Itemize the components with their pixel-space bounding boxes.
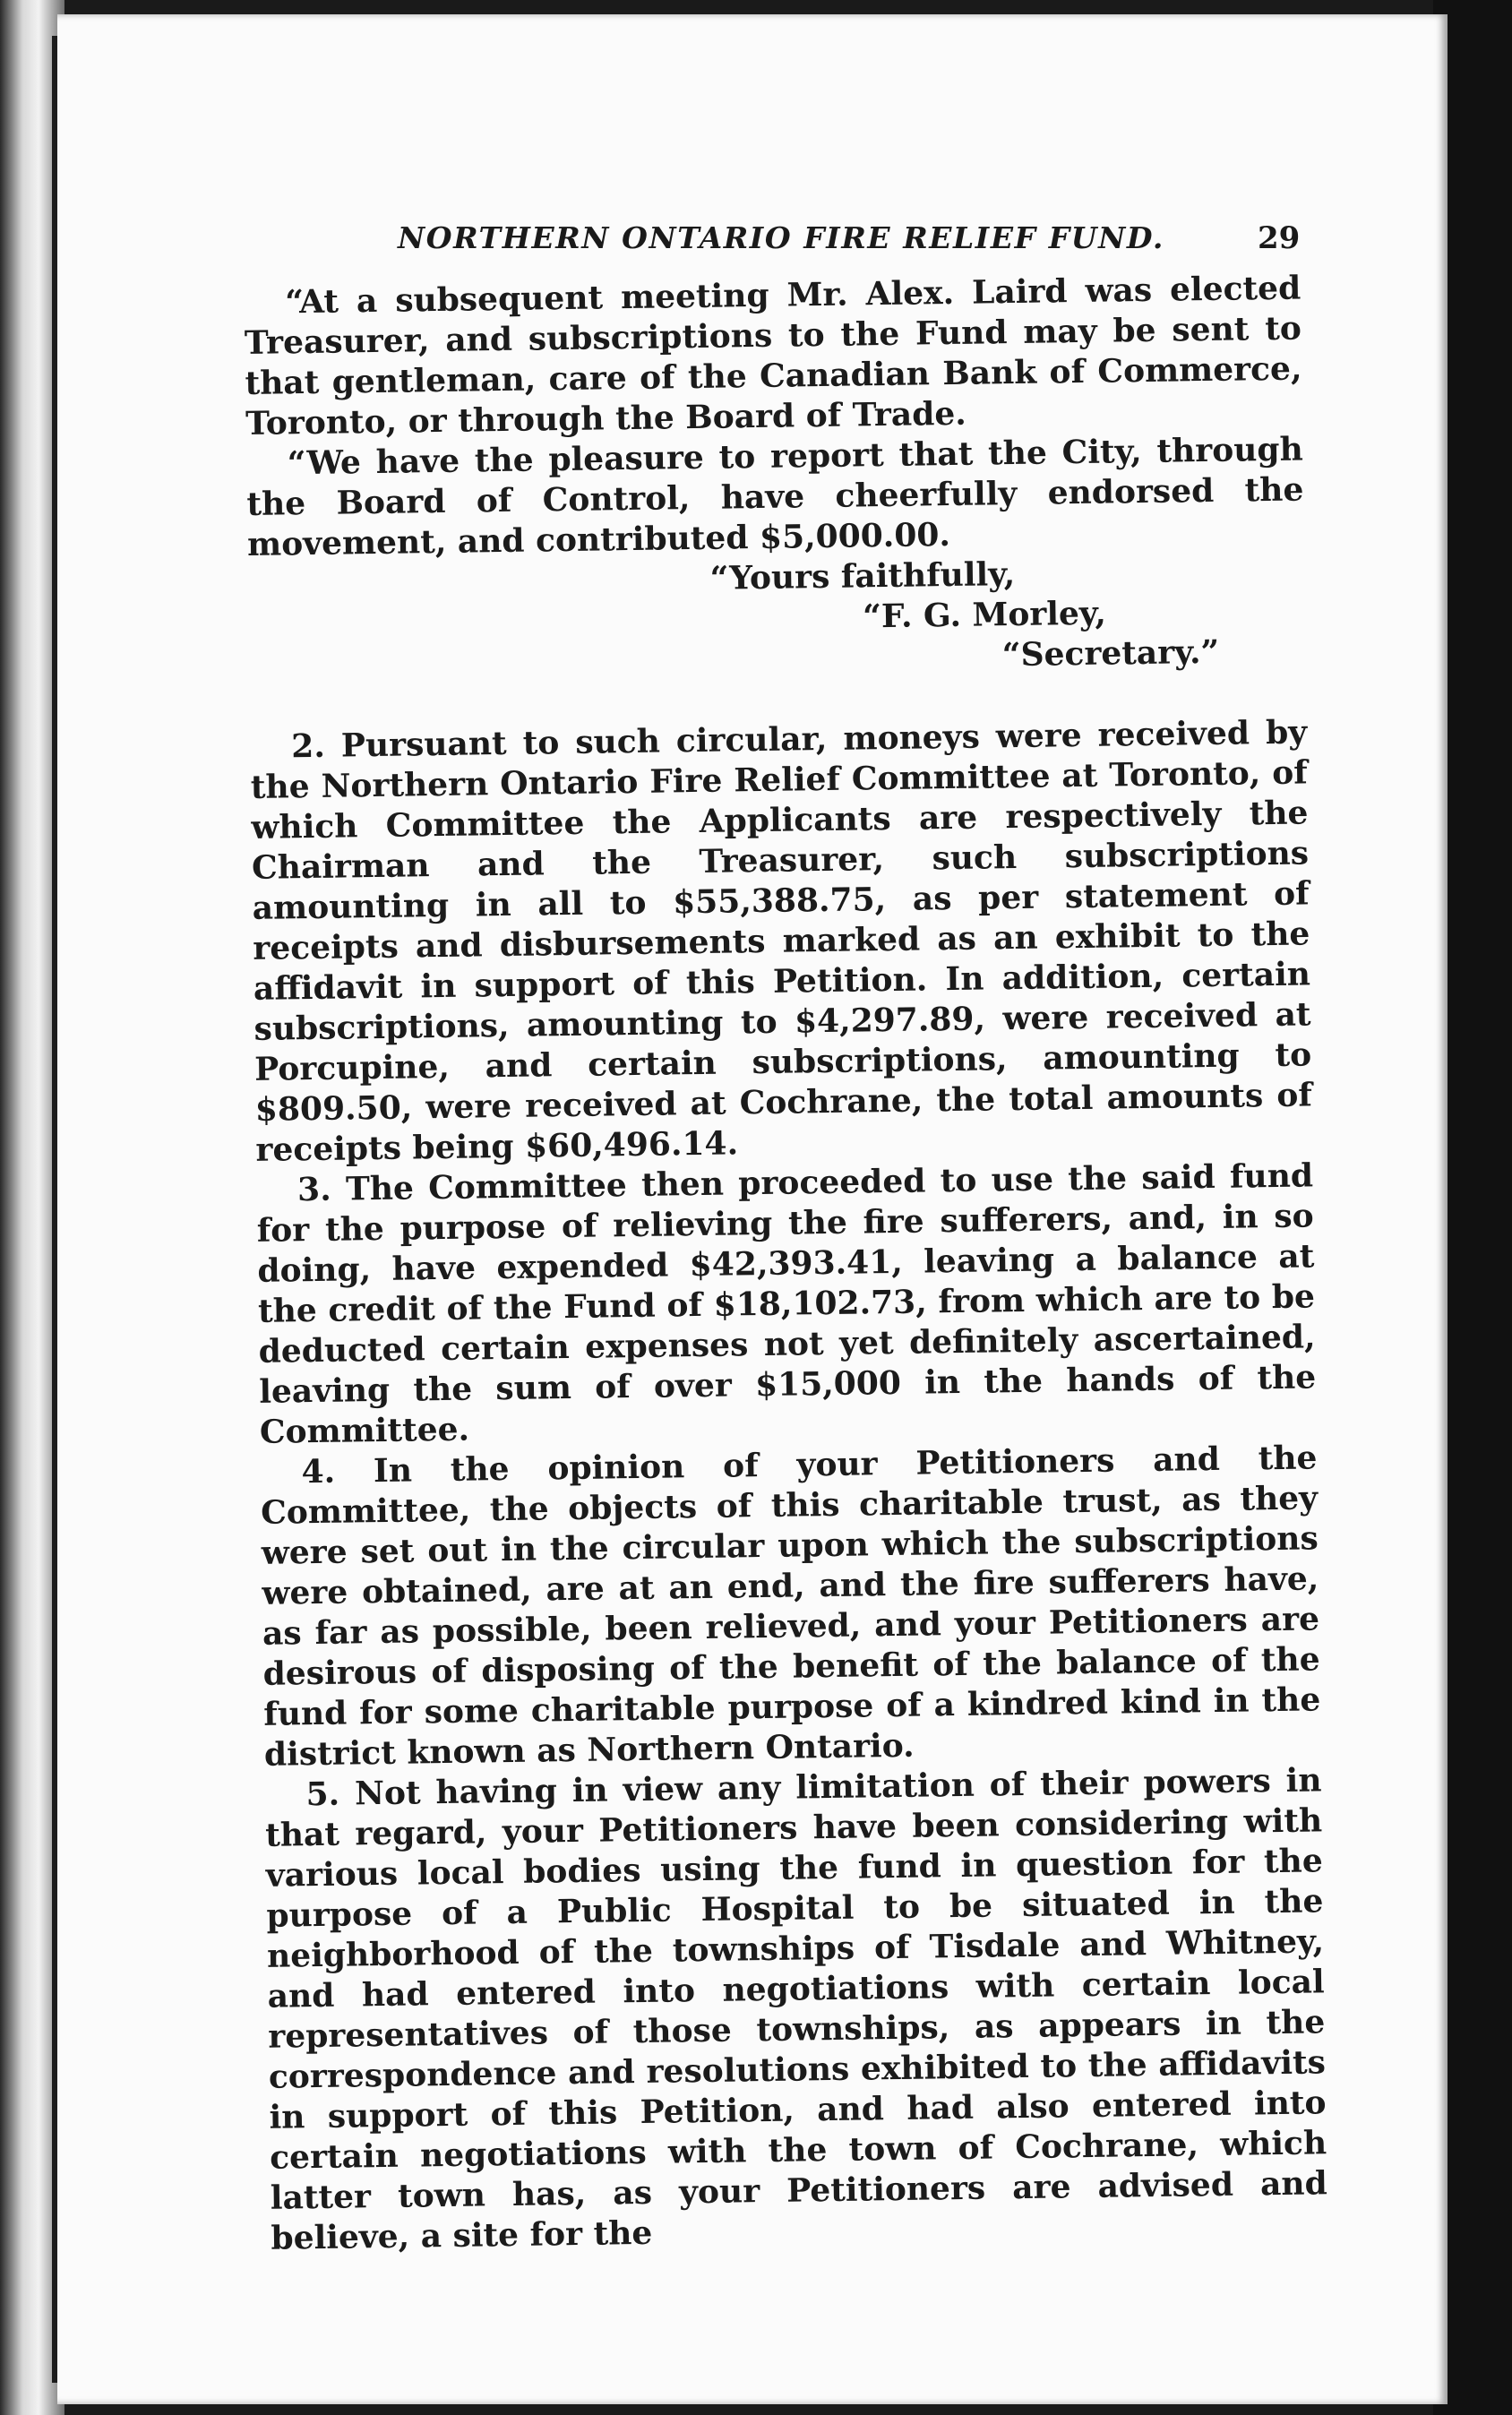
book-page [57,14,1448,2404]
page-number: 29 [1258,220,1301,256]
letter-paragraph: “At a subsequent meeting Mr. Alex. Laird was elected Treasurer, and subscriptions to the Fund may be sent to that gentleman, care of the Canadian Bank of Commerce, Toronto, or through the Board of Trade. [244,269,1302,443]
letter-signatory-title: “Secretary.” [1001,632,1220,675]
petition-paragraph-4: 4. In the opinion of your Petitioners and the Committee, the objects of this charitable trust, as they were set out in the circular upon which the subscriptions were obtained, are at an end, and the fire sufferers have, as far as possible, been relieved, and your Petitioners are desirous of disposing of the benefit of the balance of the fund for some charitable purpose of a kindred kind in the district known as Northern Ontario. [260,1439,1321,1774]
letter-paragraph: “We have the pleasure to report that the City, through the Board of Control, have cheerfully endorsed the movement, and contributed $5,000.00. [246,430,1304,563]
letter-signatory: “F. G. Morley, [862,594,1107,636]
petition-paragraph-2: 2. Pursuant to such circular, moneys were received by the Northern Ontario Fire Relief Committee at Toronto, of which Committee the Applicants are respectively the Chairman and the Treasurer, such subscriptions amounting in all to $55,388.75, as per statement of receipts and disbursements marked as an exhibit to the affidavit in support of this Petition. In addition, certain subscriptions, amounting to $4,297.89, were received at Porcupine, and certain subscriptions, amounting to $809.50, were received at Cochrane, the total amounts of receipts being $60,496.14. [250,713,1313,1169]
petition-paragraph-3: 3. The Committee then proceeded to use the said fund for the purpose of relieving the fire sufferers, and, in so doing, have expended $42,393.41, leaving a balance at the credit of the Fund of $18,102.73, from which are to be deducted certain expenses not yet definitely ascertained, leaving the sum of over $15,000 in the hands of the Committee. [256,1156,1317,1451]
petition-paragraph-5: 5. Not having in view any limitation of their powers in that regard, your Petitioners have been considering with various local bodies using the fund in question for the purpose of a Public Hospital to be situated in the neighborhood of the townships of Tisdale and Whitney, and had entered into negotiations with certain local representatives of those townships, as appears in the correspondence and resolutions exhibited to the affidavits in support of this Petition, and had also entered into certain negotiations with the town of Cochrane, which latter town has, as your Petitioners are advised and believe, a site for the [264,1761,1328,2257]
letter-closing: “Yours faithfully, [709,555,1016,597]
body-text [244,269,1328,2259]
running-title: NORTHERN ONTARIO FIRE RELIEF FUND. [398,220,1165,255]
